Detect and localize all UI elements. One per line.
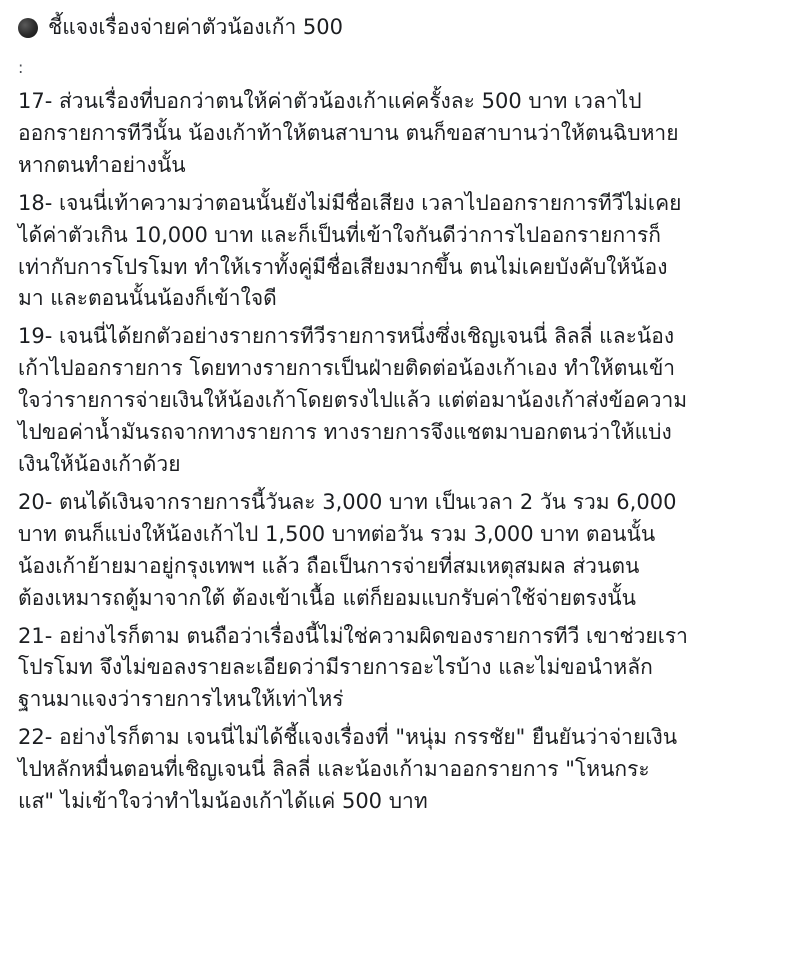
paragraph-line: มา และตอนนั้นน้องก็เข้าใจดี bbox=[18, 286, 277, 311]
paragraph-line: เก้าไปออกรายการ โดยทางรายการเป็นฝ่ายติดต่อน้องเก้าเอง ทำให้ตนเข้า bbox=[18, 356, 676, 381]
paragraph-line: 22- อย่างไรก็ตาม เจนนี่ไม่ได้ชี้แจงเรื่องที่ "หนุ่ม กรรชัย" ยืนยันว่าจ่ายเงิน bbox=[18, 725, 678, 750]
colon-mark: : bbox=[18, 58, 24, 77]
paragraph-line: ไปขอค่าน้ำมันรถจากทางรายการ ทางรายการจึงแชตมาบอกตนว่าให้แบ่ง bbox=[18, 420, 672, 445]
black-circle-icon bbox=[18, 18, 38, 38]
paragraph-line: ไปหลักหมื่นตอนที่เชิญเจนนี่ ลิลลี่ และน้องเก้ามาออกรายการ "โหนกระ bbox=[18, 757, 650, 782]
paragraph-line: ได้ค่าตัวเกิน 10,000 บาท และก็เป็นที่เข้าใจกันดีว่าการไปออกรายการก็ bbox=[18, 222, 661, 247]
paragraph-line: บาท ตนก็แบ่งให้น้องเก้าไป 1,500 บาทต่อวัน รวม 3,000 บาท ตอนนั้น bbox=[18, 521, 656, 546]
paragraph-line: ฐานมาแจงว่ารายการไหนให้เท่าไหร่ bbox=[18, 687, 344, 712]
paragraph-line: ออกรายการทีวีนั้น น้องเก้าท้าให้ตนสาบาน ตนก็ขอสาบานว่าให้ตนฉิบหาย bbox=[18, 120, 679, 145]
post-header bbox=[18, 10, 786, 46]
paragraph-line: โปรโมท จึงไม่ขอลงรายละเอียดว่ามีรายการอะไรบ้าง และไม่ขอนำหลัก bbox=[18, 655, 653, 680]
paragraph-list bbox=[18, 86, 786, 818]
post-title: ชี้แจงเรื่องจ่ายค่าตัวน้องเก้า 500 bbox=[48, 15, 344, 40]
numbered-paragraph bbox=[18, 321, 786, 481]
paragraph-line: ต้องเหมารถตู้มาจากใต้ ต้องเข้าเนื้อ แต่ก็ยอมแบกรับค่าใช้จ่ายตรงนั้น bbox=[18, 585, 636, 610]
paragraph-line: ใจว่ารายการจ่ายเงินให้น้องเก้าโดยตรงไปแล้ว แต่ต่อมาน้องเก้าส่งข้อความ bbox=[18, 388, 688, 413]
numbered-paragraph bbox=[18, 621, 786, 717]
numbered-paragraph bbox=[18, 487, 786, 615]
paragraph-line: เท่ากับการโปรโมท ทำให้เราทั้งคู่มีชื่อเสียงมากขึ้น ตนไม่เคยบังคับให้น้อง bbox=[18, 254, 668, 279]
paragraph-line: เงินให้น้องเก้าด้วย bbox=[18, 451, 181, 476]
paragraph-line: 18- เจนนี่เท้าความว่าตอนนั้นยังไม่มีชื่อเสียง เวลาไปออกรายการทีวีไม่เคย bbox=[18, 190, 682, 215]
paragraph-line: แส" ไม่เข้าใจว่าทำไมน้องเก้าได้แค่ 500 บาท bbox=[18, 789, 428, 814]
paragraph-line: หากตนทำอย่างนั้น bbox=[18, 152, 186, 177]
paragraph-line: 21- อย่างไรก็ตาม ตนถือว่าเรื่องนี้ไม่ใช่ความผิดของรายการทีวี เขาช่วยเรา bbox=[18, 623, 688, 648]
paragraph-line: น้องเก้าย้ายมาอยู่กรุงเทพฯ แล้ว ถือเป็นการจ่ายที่สมเหตุสมผล ส่วนตน bbox=[18, 553, 640, 578]
numbered-paragraph bbox=[18, 86, 786, 182]
paragraph-line: 19- เจนนี่ได้ยกตัวอย่างรายการทีวีรายการหนึ่งซึ่งเชิญเจนนี่ ลิลลี่ และน้อง bbox=[18, 324, 675, 349]
paragraph-line: 17- ส่วนเรื่องที่บอกว่าตนให้ค่าตัวน้องเก้าแค่ครั้งละ 500 บาท เวลาไป bbox=[18, 89, 642, 113]
numbered-paragraph bbox=[18, 188, 786, 316]
numbered-paragraph bbox=[18, 722, 786, 818]
paragraph-line: 20- ตนได้เงินจากรายการนี้วันละ 3,000 บาท เป็นเวลา 2 วัน รวม 6,000 bbox=[18, 489, 677, 514]
